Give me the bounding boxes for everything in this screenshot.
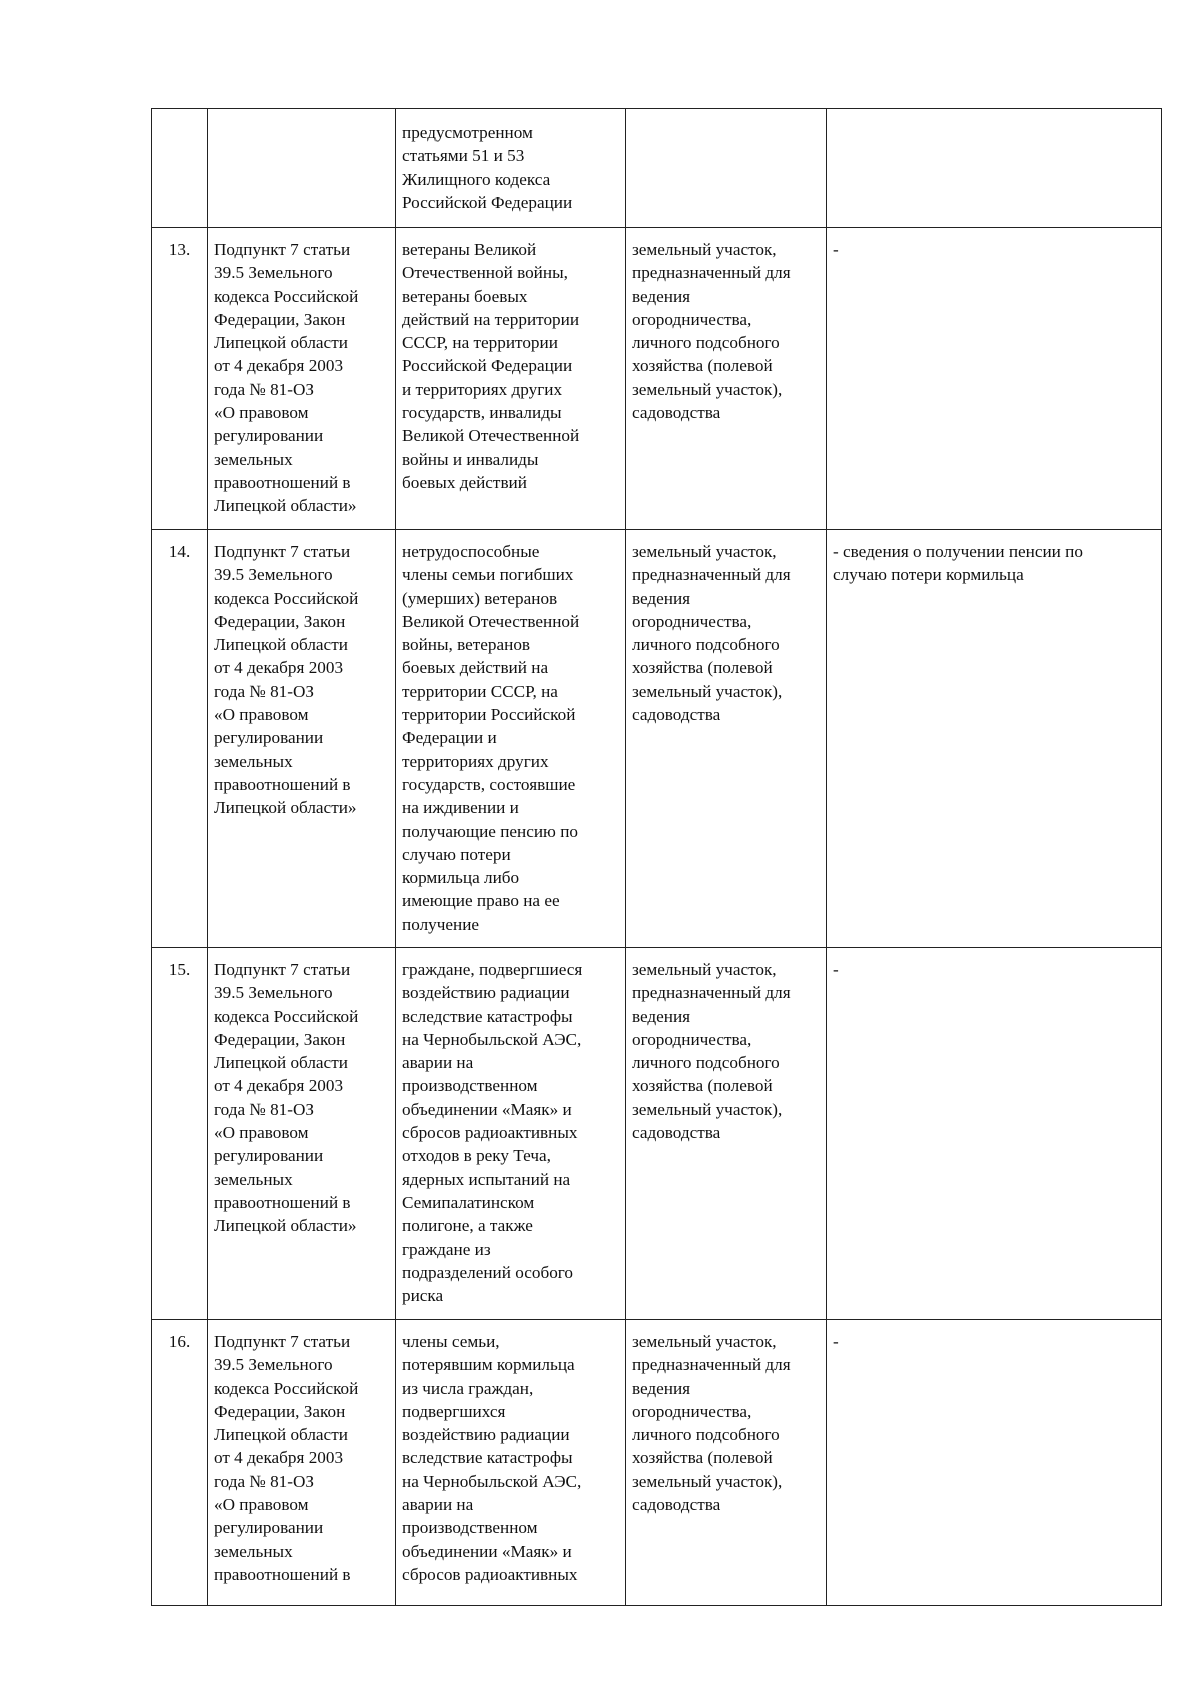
cell-text-line: земельных (214, 1541, 293, 1561)
cell-text-line: от 4 декабря 2003 (214, 658, 344, 678)
cell-text-line: предназначенный для (632, 565, 791, 585)
cell-text-line: земельный участок, (632, 542, 777, 561)
cell-text-line: потерявшим кормильца (402, 1355, 575, 1375)
cell-text-line: воздействию радиации (402, 1425, 570, 1445)
cell-text-line: сбросов радиоактивных (402, 1564, 578, 1584)
cell-text-line: войны, ветеранов (402, 635, 531, 655)
cell-text-line: Семипалатинском (402, 1192, 535, 1212)
cell-text-line: земельный участок, (632, 1332, 777, 1351)
cell-text-line: получение (402, 914, 480, 934)
cell-text-line: регулировании (214, 426, 324, 446)
cell-text-line: - (833, 1332, 839, 1351)
land-purpose-cell (626, 530, 827, 948)
applicant-category-cell (396, 228, 626, 530)
cell-text-line: граждане из (402, 1239, 491, 1259)
cell-text-line: случаю потери кормильца (833, 565, 1024, 585)
land-purpose-cell (626, 109, 827, 228)
row-number-cell (152, 109, 208, 228)
cell-text-line: хозяйства (полевой (632, 356, 773, 376)
cell-text-line: «О правовом (214, 1123, 309, 1143)
cell-text-line: Подпункт 7 статьи (214, 1332, 351, 1351)
cell-text-line: предусмотренном (402, 123, 533, 142)
cell-text-line: Липецкой области (214, 635, 348, 655)
cell-text-line: Липецкой области (214, 333, 348, 353)
cell-text-line: садоводства (632, 1495, 721, 1515)
cell-text-line: риска (402, 1286, 444, 1306)
cell-text-line: боевых действий на (402, 658, 549, 678)
applicant-category-cell (396, 1320, 626, 1606)
cell-text-line: Федерации, Закон (214, 1401, 346, 1421)
cell-text-line: регулировании (214, 1146, 324, 1166)
cell-text-line: хозяйства (полевой (632, 1076, 773, 1096)
cell-text-line: садоводства (632, 1123, 721, 1143)
cell-text-line: нетрудоспособные (402, 542, 540, 561)
cell-text-line: Федерации, Закон (214, 1029, 346, 1049)
land-purpose-cell (626, 1320, 827, 1606)
cell-text-line: Липецкой области» (214, 798, 357, 818)
cell-text-line: воздействию радиации (402, 983, 570, 1003)
cell-text-line: территории СССР, на (402, 681, 558, 701)
cell-text-line: граждане, подвергшиеся (402, 960, 583, 979)
cell-text-line: земельный участок, (632, 240, 777, 259)
cell-text-line: земельный участок, (632, 960, 777, 979)
cell-text-line: ветераны Великой (402, 240, 537, 259)
cell-text-line: огородничества, (632, 611, 752, 631)
cell-text-line: Российской Федерации (402, 356, 573, 376)
document-table (151, 108, 1162, 1606)
cell-text-line: государств, инвалиды (402, 403, 562, 423)
cell-text-line: от 4 декабря 2003 (214, 1076, 344, 1096)
cell-text-line: территориях других (402, 751, 549, 771)
cell-text-line: земельный участок), (632, 379, 783, 399)
cell-text-line: - (833, 240, 839, 259)
cell-text-line: подвергшихся (402, 1401, 506, 1421)
cell-text-line: Жилищного кодекса (402, 169, 551, 189)
cell-text-line: Липецкой области» (214, 1216, 357, 1236)
cell-text-line: государств, состоявшие (402, 774, 576, 794)
cell-text-line: кодекса Российской (214, 588, 359, 608)
table-row (152, 1320, 1162, 1606)
cell-text-line: ведения (632, 588, 691, 608)
applicant-category-cell (396, 530, 626, 948)
required-documents-cell (827, 109, 1162, 228)
applicant-category-cell (396, 948, 626, 1320)
cell-text-line: личного подсобного (632, 635, 780, 655)
cell-text-line: личного подсобного (632, 1053, 780, 1073)
cell-text-line: Липецкой области (214, 1053, 348, 1073)
cell-text-line: на иждивении и (402, 798, 519, 818)
cell-text-line: вследствие катастрофы (402, 1006, 573, 1026)
cell-text-line: огородничества, (632, 309, 752, 329)
cell-text-line: огородничества, (632, 1401, 752, 1421)
cell-text-line: регулировании (214, 728, 324, 748)
cell-text-line: на Чернобыльской АЭС, (402, 1029, 582, 1049)
cell-text-line: Подпункт 7 статьи (214, 542, 351, 561)
cell-text-line: хозяйства (полевой (632, 1448, 773, 1468)
cell-text-line: предназначенный для (632, 983, 791, 1003)
cell-text-line: кодекса Российской (214, 1006, 359, 1026)
cell-text-line: Федерации, Закон (214, 309, 346, 329)
cell-text-line: предназначенный для (632, 1355, 791, 1375)
cell-text-line: Липецкой области» (214, 496, 357, 516)
cell-text-line: отходов в реку Теча, (402, 1146, 551, 1166)
cell-text-line: Российской Федерации (402, 192, 573, 212)
cell-text-line: из числа граждан, (402, 1378, 534, 1398)
table-row (152, 948, 1162, 1320)
cell-text-line: полигоне, а также (402, 1216, 533, 1236)
cell-text-line: «О правовом (214, 705, 309, 725)
cell-text-line: хозяйства (полевой (632, 658, 773, 678)
legal-basis-cell (208, 948, 396, 1320)
cell-text-line: ведения (632, 1378, 691, 1398)
cell-text-line: правоотношений в (214, 774, 351, 794)
cell-text-line: 39.5 Земельного (214, 983, 333, 1003)
cell-text-line: личного подсобного (632, 333, 780, 353)
cell-text-line: случаю потери (402, 844, 511, 864)
cell-text-line: правоотношений в (214, 1192, 351, 1212)
cell-text-line: аварии на (402, 1053, 474, 1073)
cell-text-line: «О правовом (214, 1495, 309, 1515)
table-row (152, 530, 1162, 948)
cell-text-line: боевых действий (402, 472, 527, 492)
cell-text-line: ведения (632, 286, 691, 306)
cell-text-line: личного подсобного (632, 1425, 780, 1445)
cell-text-line: года № 81-ОЗ (214, 1471, 315, 1491)
cell-text-line: садоводства (632, 403, 721, 423)
table-row (152, 228, 1162, 530)
required-documents-cell (827, 948, 1162, 1320)
cell-text-line: правоотношений в (214, 1564, 351, 1584)
cell-text-line: СССР, на территории (402, 333, 558, 353)
cell-text-line: земельный участок), (632, 681, 783, 701)
cell-text-line: года № 81-ОЗ (214, 1099, 315, 1119)
cell-text-line: имеющие право на ее (402, 891, 560, 911)
cell-text-line: предназначенный для (632, 263, 791, 283)
cell-text-line: от 4 декабря 2003 (214, 1448, 344, 1468)
cell-text-line: войны и инвалиды (402, 449, 539, 469)
cell-text-line: аварии на (402, 1495, 474, 1515)
cell-text-line: земельный участок), (632, 1471, 783, 1491)
cell-text-line: «О правовом (214, 403, 309, 423)
land-purpose-cell (626, 948, 827, 1320)
cell-text-line: Отечественной войны, (402, 263, 568, 283)
cell-text-line: 39.5 Земельного (214, 263, 333, 283)
legal-basis-cell (208, 530, 396, 948)
cell-text-line: статьями 51 и 53 (402, 146, 525, 166)
cell-text-line: регулировании (214, 1518, 324, 1538)
legal-basis-cell (208, 1320, 396, 1606)
cell-text-line: кодекса Российской (214, 1378, 359, 1398)
cell-text-line: производственном (402, 1518, 538, 1538)
cell-text-line: Великой Отечественной (402, 611, 580, 631)
row-number-cell: 13. (152, 228, 208, 530)
table-row (152, 109, 1162, 228)
cell-text-line: правоотношений в (214, 472, 351, 492)
cell-text-line: земельных (214, 449, 293, 469)
cell-text-line: - (833, 960, 839, 979)
cell-text-line: ядерных испытаний на (402, 1169, 571, 1189)
cell-text-line: - сведения о получении пенсии по (833, 542, 1083, 561)
cell-text-line: Федерации и (402, 728, 497, 748)
cell-text-line: (умерших) ветеранов (402, 588, 558, 608)
cell-text-line: земельных (214, 1169, 293, 1189)
cell-text-line: кормильца либо (402, 868, 520, 888)
cell-text-line: земельных (214, 751, 293, 771)
cell-text-line: объединении «Маяк» и (402, 1541, 572, 1561)
cell-text-line: ведения (632, 1006, 691, 1026)
applicant-category-cell (396, 109, 626, 228)
required-documents-cell (827, 228, 1162, 530)
cell-text-line: Федерации, Закон (214, 611, 346, 631)
cell-text-line: Великой Отечественной (402, 426, 580, 446)
cell-text-line: на Чернобыльской АЭС, (402, 1471, 582, 1491)
cell-text-line: Липецкой области (214, 1425, 348, 1445)
cell-text-line: 39.5 Земельного (214, 1355, 333, 1375)
cell-text-line: Подпункт 7 статьи (214, 960, 351, 979)
cell-text-line: и территориях других (402, 379, 563, 399)
cell-text-line: получающие пенсию по (402, 821, 578, 841)
required-documents-cell (827, 530, 1162, 948)
cell-text-line: Подпункт 7 статьи (214, 240, 351, 259)
row-number-cell: 16. (152, 1320, 208, 1606)
cell-text-line: огородничества, (632, 1029, 752, 1049)
required-documents-cell (827, 1320, 1162, 1606)
cell-text-line: члены семьи погибших (402, 565, 574, 585)
cell-text-line: территории Российской (402, 705, 576, 725)
cell-text-line: ветераны боевых (402, 286, 528, 306)
land-purpose-cell (626, 228, 827, 530)
cell-text-line: производственном (402, 1076, 538, 1096)
row-number-cell: 14. (152, 530, 208, 948)
cell-text-line: сбросов радиоактивных (402, 1123, 578, 1143)
cell-text-line: 39.5 Земельного (214, 565, 333, 585)
cell-text-line: кодекса Российской (214, 286, 359, 306)
cell-text-line: земельный участок), (632, 1099, 783, 1119)
legal-basis-cell (208, 109, 396, 228)
cell-text-line: объединении «Маяк» и (402, 1099, 572, 1119)
cell-text-line: от 4 декабря 2003 (214, 356, 344, 376)
cell-text-line: года № 81-ОЗ (214, 681, 315, 701)
cell-text-line: вследствие катастрофы (402, 1448, 573, 1468)
cell-text-line: действий на территории (402, 309, 580, 329)
row-number-cell: 15. (152, 948, 208, 1320)
cell-text-line: члены семьи, (402, 1332, 500, 1351)
cell-text-line: подразделений особого (402, 1262, 574, 1282)
legal-basis-cell (208, 228, 396, 530)
cell-text-line: года № 81-ОЗ (214, 379, 315, 399)
cell-text-line: садоводства (632, 705, 721, 725)
